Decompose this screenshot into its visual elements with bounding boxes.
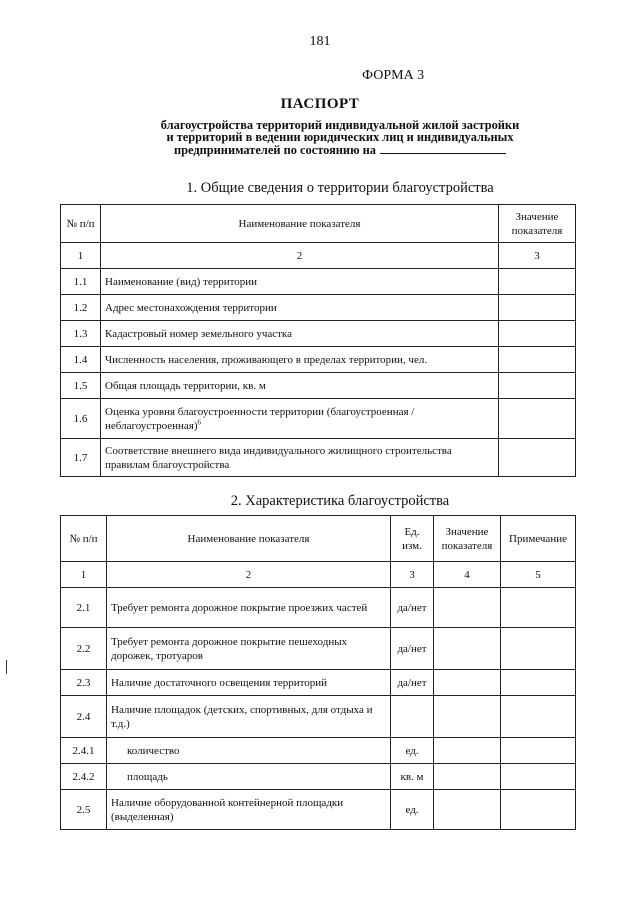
column-number-row (61, 243, 576, 269)
note-cell[interactable] (501, 790, 576, 830)
column-number: 3 (499, 243, 576, 269)
row-name: Наименование (вид) территории (101, 269, 499, 295)
table-row (61, 588, 576, 628)
column-number: 2 (107, 562, 391, 588)
note-cell[interactable] (501, 670, 576, 696)
row-unit (391, 696, 434, 738)
subtitle-line-1: благоустройства территорий индивидуальной жилой застройки (160, 118, 520, 132)
value-cell[interactable] (499, 439, 576, 477)
row-unit: да/нет (391, 670, 434, 696)
row-name: количество (107, 738, 391, 764)
section-1-title: 1. Общие сведения о территории благоустройства (186, 180, 494, 196)
row-num: 2.4.2 (61, 764, 107, 790)
table-header-row (61, 205, 576, 243)
table-row (61, 628, 576, 670)
value-cell[interactable] (434, 764, 501, 790)
table-row (61, 670, 576, 696)
row-name: Численность населения, проживающего в пределах территории, чел. (101, 347, 499, 373)
table-row (61, 373, 576, 399)
header-value: Значение показателя (499, 205, 576, 243)
row-num: 2.3 (61, 670, 107, 696)
row-num: 1.7 (61, 439, 101, 477)
date-blank-line[interactable] (380, 143, 506, 154)
table-row (61, 738, 576, 764)
column-number: 4 (434, 562, 501, 588)
general-info-table (60, 204, 576, 477)
margin-mark (6, 660, 7, 674)
header-num: № п/п (61, 205, 101, 243)
row-name: Оценка уровня благоустроенности территории (благоустроенная / неблагоустроенная)$^6$ (101, 399, 499, 439)
document-subtitle (60, 119, 620, 156)
value-cell[interactable] (499, 269, 576, 295)
section-2-title: 2. Характеристика благоустройства (230, 493, 450, 509)
value-cell[interactable] (499, 321, 576, 347)
row-unit: да/нет (391, 588, 434, 628)
table-row (61, 696, 576, 738)
value-cell[interactable] (434, 738, 501, 764)
row-num: 2.5 (61, 790, 107, 830)
header-note: Примечание (501, 516, 576, 562)
subtitle-line-3: предпринимателей по состоянию на (60, 143, 620, 156)
column-number: 3 (391, 562, 434, 588)
row-num: 2.2 (61, 628, 107, 670)
table-header-row (61, 516, 576, 562)
column-number: 2 (101, 243, 499, 269)
table-row (61, 269, 576, 295)
value-cell[interactable] (499, 347, 576, 373)
row-name: Соответствие внешнего вида индивидуального жилищного строительства правилам благоустройства (101, 439, 499, 477)
value-cell[interactable] (434, 790, 501, 830)
form-label: ФОРМА 3 (362, 68, 425, 83)
row-num: 1.2 (61, 295, 101, 321)
value-cell[interactable] (499, 295, 576, 321)
row-name: Наличие достаточного освещения территорий (107, 670, 391, 696)
row-name: Наличие площадок (детских, спортивных, для отдыха и т.д.) (107, 696, 391, 738)
note-cell[interactable] (501, 628, 576, 670)
footnote-ref: 6 (197, 417, 202, 426)
value-cell[interactable] (499, 373, 576, 399)
row-name: Требует ремонта дорожное покрытие пешеходных дорожек, тротуаров (107, 628, 391, 670)
subtitle-line-2: и территорий в ведении юридических лиц и индивидуальных (166, 130, 514, 144)
value-cell[interactable] (434, 670, 501, 696)
row-num: 1.6 (61, 399, 101, 439)
row-num: 1.3 (61, 321, 101, 347)
row-name: площадь (107, 764, 391, 790)
column-number: 1 (61, 243, 101, 269)
table-row (61, 295, 576, 321)
note-cell[interactable] (501, 588, 576, 628)
note-cell[interactable] (501, 696, 576, 738)
value-cell[interactable] (434, 696, 501, 738)
value-cell[interactable] (434, 588, 501, 628)
header-num: № п/п (61, 516, 107, 562)
table-row (61, 347, 576, 373)
row-num: 2.4 (61, 696, 107, 738)
row-name: Требует ремонта дорожное покрытие проезжих частей (107, 588, 391, 628)
row-name: Общая площадь территории, кв. м (101, 373, 499, 399)
characteristics-table (60, 515, 576, 830)
row-num: 1.5 (61, 373, 101, 399)
column-number: 1 (61, 562, 107, 588)
table-row (61, 399, 576, 439)
row-name: Наличие оборудованной контейнерной площадки (выделенная) (107, 790, 391, 830)
table-row (61, 439, 576, 477)
row-num: 1.4 (61, 347, 101, 373)
row-unit: ед. (391, 790, 434, 830)
row-unit: кв. м (391, 764, 434, 790)
row-num: 1.1 (61, 269, 101, 295)
row-name: Адрес местонахождения территории (101, 295, 499, 321)
table-row (61, 321, 576, 347)
header-unit: Ед. изм. (391, 516, 434, 562)
note-cell[interactable] (501, 764, 576, 790)
header-value: Значение показателя (434, 516, 501, 562)
column-number: 5 (501, 562, 576, 588)
value-cell[interactable] (434, 628, 501, 670)
table-row (61, 790, 576, 830)
row-num: 2.1 (61, 588, 107, 628)
column-number-row (61, 562, 576, 588)
note-cell[interactable] (501, 738, 576, 764)
document-title: ПАСПОРТ (280, 96, 360, 112)
row-num: 2.4.1 (61, 738, 107, 764)
row-unit: да/нет (391, 628, 434, 670)
header-name: Наименование показателя (107, 516, 391, 562)
header-name: Наименование показателя (101, 205, 499, 243)
value-cell[interactable] (499, 399, 576, 439)
page-number: 181 (309, 34, 331, 49)
row-unit: ед. (391, 738, 434, 764)
row-name: Кадастровый номер земельного участка (101, 321, 499, 347)
table-row (61, 764, 576, 790)
